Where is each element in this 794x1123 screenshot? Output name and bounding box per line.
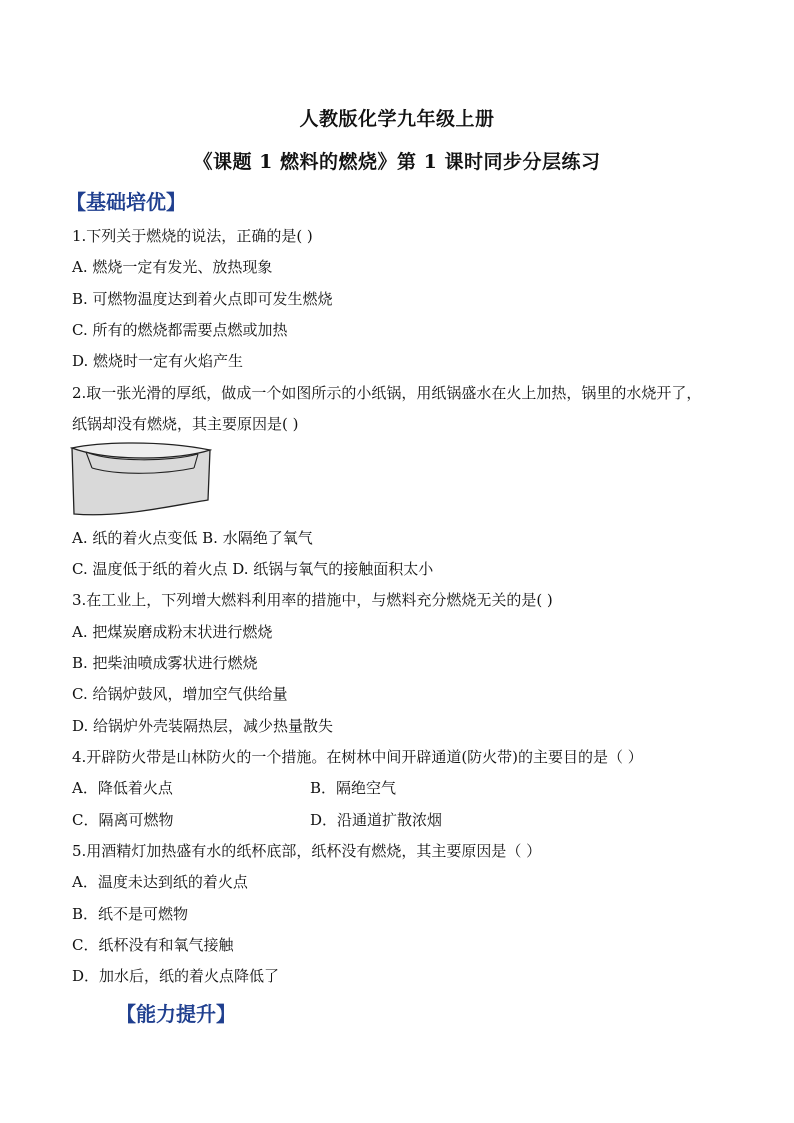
question-1-option-d: D. 燃烧时一定有火焰产生: [72, 352, 244, 370]
question-1-option-b: B. 可燃物温度达到着火点即可发生燃烧: [72, 290, 333, 308]
question-1-option-c: C. 所有的燃烧都需要点燃或加热: [72, 321, 288, 339]
question-3-option-c: C. 给锅炉鼓风，增加空气供给量: [72, 685, 288, 703]
question-2-options-ab: A. 纸的着火点变低 B. 水隔绝了氧气: [72, 529, 313, 547]
question-3-option-a: A. 把煤炭磨成粉末状进行燃烧: [72, 623, 273, 641]
section-heading-advanced: 【能力提升】: [116, 1002, 236, 1026]
question-1-stem: 1.下列关于燃烧的说法，正确的是( ): [72, 227, 313, 245]
section-heading-basic: 【基础培优】: [66, 190, 186, 214]
question-3-option-d: D. 给锅炉外壳装隔热层，减少热量散失: [72, 717, 334, 735]
question-2-stem-line2: 纸锅却没有燃烧，其主要原因是( ): [72, 415, 299, 433]
question-4-stem: 4.开辟防火带是山林防火的一个措施。在树林中间开辟通道(防火带)的主要目的是（ ）: [72, 748, 643, 766]
question-2-stem-line1: 2.取一张光滑的厚纸，做成一个如图所示的小纸锅，用纸锅盛水在火上加热，锅里的水烧开了，: [72, 384, 702, 402]
question-1-option-a: A. 燃烧一定有发光、放热现象: [72, 258, 273, 276]
question-4-option-a: A．降低着火点: [72, 779, 173, 797]
question-3-option-b: B. 把柴油喷成雾状进行燃烧: [72, 654, 258, 672]
question-5-option-c: C．纸杯没有和氧气接触: [72, 936, 234, 954]
question-4-option-c: C．隔离可燃物: [72, 811, 174, 829]
question-4-option-b: B．隔绝空气: [310, 779, 397, 797]
paper-pot-figure: [70, 440, 212, 522]
question-3-stem: 3.在工业上，下列增大燃料利用率的措施中，与燃料充分燃烧无关的是( ): [72, 591, 553, 609]
question-4-option-d: D．沿通道扩散浓烟: [310, 811, 443, 829]
question-5-option-a: A．温度未达到纸的着火点: [72, 873, 248, 891]
document-subtitle: 《课题 1 燃料的燃烧》第 1 课时同步分层练习: [193, 151, 601, 173]
question-5-option-b: B．纸不是可燃物: [72, 905, 189, 923]
document-title: 人教版化学九年级上册: [299, 108, 495, 130]
question-5-stem: 5.用酒精灯加热盛有水的纸杯底部，纸杯没有燃烧，其主要原因是（ ）: [72, 842, 542, 860]
question-2-options-cd: C. 温度低于纸的着火点 D. 纸锅与氧气的接触面积太小: [72, 560, 434, 578]
question-5-option-d: D．加水后，纸的着火点降低了: [72, 967, 280, 985]
